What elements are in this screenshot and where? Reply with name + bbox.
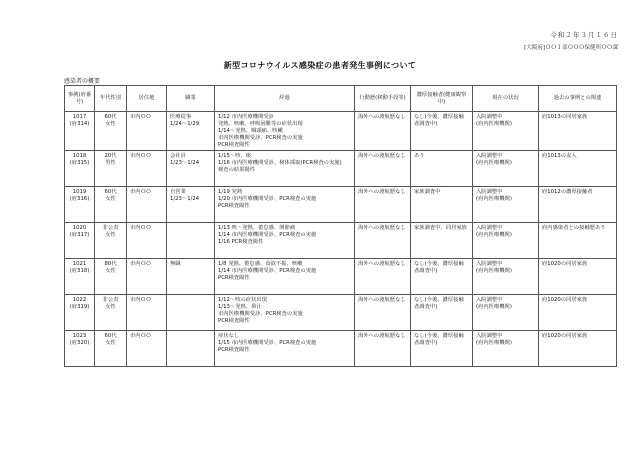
- column-header: 職業: [167, 86, 215, 112]
- course-cell: [215, 223, 355, 259]
- relation-cell: 府1020の同居家族: [539, 295, 617, 331]
- course-line: 1/14～発熱、咽頭痛、咳嗽: [218, 127, 283, 134]
- column-header: 行動歴(移動手段等): [355, 86, 411, 112]
- course-line: 1/13～発熱、鼻汁: [218, 304, 262, 311]
- residence-cell: 市内ＯＯ: [127, 259, 167, 295]
- close-contacts-cell: なし(今後、濃厚接触者調査中): [411, 295, 473, 331]
- current-status-cell: 入院調整中 (府内医療機関): [473, 331, 539, 367]
- current-status-cell: 入院調整中 (府内医療機関): [473, 187, 539, 223]
- course-line: 市内医療機関受診、PCR検査の実施: [218, 311, 303, 318]
- age-sex-cell: 非公表 女性: [95, 295, 127, 331]
- course-line: 1/12 市内医療機関受診: [218, 114, 274, 120]
- course-line: 1/19 発熱: [218, 189, 243, 196]
- course-cell: [215, 112, 355, 151]
- age-sex-cell: 非公表 女性: [95, 223, 127, 259]
- course-line: 1/12～咳の症状出現: [218, 297, 267, 304]
- column-header: 現在の状況: [473, 86, 539, 112]
- age-sex-cell: 60代 女性: [95, 331, 127, 367]
- document-title: 新型コロナウイルス感染症の患者発生事例について: [223, 61, 417, 70]
- travel-history-cell: 海外への渡航歴なし: [355, 331, 411, 367]
- occupation-cell: [167, 331, 215, 367]
- age-sex-cell: 20代 男性: [95, 151, 127, 187]
- column-header: 経過: [215, 86, 355, 112]
- course-line: 1/15 市内医療機関受診、PCR検査の実施: [218, 340, 317, 347]
- course-line: PCR検査陽性: [218, 203, 250, 210]
- age-sex-cell: 60代 女性: [95, 187, 127, 223]
- travel-history-cell: 海外への渡航歴なし: [355, 112, 411, 151]
- relation-cell: 府1020の同居家族: [539, 331, 617, 367]
- section-label: 感染者の概要: [64, 78, 101, 85]
- relation-cell: 府1012の濃厚接触者: [539, 187, 617, 223]
- occupation-cell: 会社員 1/23～1/24: [167, 151, 215, 187]
- residence-cell: 市内ＯＯ: [127, 151, 167, 187]
- residence-cell: 市内ＯＯ: [127, 187, 167, 223]
- case-number-cell: 1019 (府316): [65, 187, 95, 223]
- course-line: PCR検査陽性: [218, 347, 250, 354]
- current-status-cell: 入院調整中 (府内医療機関): [473, 259, 539, 295]
- course-cell: [215, 295, 355, 331]
- current-status-cell: 入院調整中 (府内医療機関): [473, 295, 539, 331]
- table-row: [65, 331, 617, 367]
- residence-cell: 市内ＯＯ: [127, 223, 167, 259]
- residence-cell: 市内ＯＯ: [127, 331, 167, 367]
- current-status-cell: 入院調整中 (府内医療機関): [473, 112, 539, 151]
- occupation-cell: [167, 295, 215, 331]
- course-line: 1/16 市内医療機関受診、検体採取(PCR検査の実施): [218, 160, 342, 167]
- case-rows: [65, 112, 617, 367]
- column-header: 年代性別: [95, 86, 127, 112]
- relation-cell: 府1013の友人: [539, 151, 617, 187]
- course-line: 1/14 市内医療機関受診、PCR検査の実施: [218, 268, 317, 275]
- course-line: 1/16 PCR検査陽性: [218, 239, 264, 246]
- course-line: 1/14 市内医療機関受診、PCR検査の実施: [218, 232, 317, 239]
- travel-history-cell: 海外への渡航歴なし: [355, 295, 411, 331]
- course-line: 1/15～咳、痰: [218, 153, 252, 160]
- travel-history-cell: 海外への渡航歴なし: [355, 223, 411, 259]
- travel-history-cell: 海外への渡航歴なし: [355, 187, 411, 223]
- current-status-cell: 入院調整中 (府内医療機関): [473, 151, 539, 187]
- course-line: 1/13 咳～発熱、倦怠感、関節痛: [218, 225, 296, 232]
- column-header: 居住地: [127, 86, 167, 112]
- close-contacts-cell: なし(今後、濃厚接触者調査中): [411, 259, 473, 295]
- course-cell: [215, 259, 355, 295]
- relation-cell: 府1013の同居家族: [539, 112, 617, 151]
- close-contacts-cell: なし(今後、濃厚接触者調査中): [411, 112, 473, 151]
- relation-cell: 府1020の同居家族: [539, 259, 617, 295]
- current-status-cell: 入院調整中 (府内医療機関): [473, 223, 539, 259]
- relation-cell: 府内感染者との接触歴あり: [539, 223, 617, 259]
- case-number-cell: 1018 (府315): [65, 151, 95, 187]
- column-header: 過去の事例との関連: [539, 86, 617, 112]
- occupation-cell: 無職: [167, 259, 215, 295]
- course-line: 検査の結果陽性: [218, 167, 256, 174]
- case-number-cell: 1023 (府320): [65, 331, 95, 367]
- issuing-department: [大阪府]ＯＯ１部ＯＯＯ保健所ＯＯ課: [524, 45, 618, 51]
- course-cell: [215, 331, 355, 367]
- age-sex-cell: 80代 女性: [95, 259, 127, 295]
- residence-cell: 市内ＯＯ: [127, 295, 167, 331]
- column-header: 事例(府番号): [65, 86, 95, 112]
- close-contacts-cell: あり: [411, 151, 473, 187]
- occupation-cell: 医療従事 1/24～1/29: [167, 112, 215, 151]
- column-header: 濃厚接触者(健康観察中): [411, 86, 473, 112]
- document-date: 令和２年３月１６日: [550, 31, 618, 39]
- course-line: PCR検査陽性: [218, 318, 250, 324]
- occupation-cell: [167, 223, 215, 259]
- course-cell: [215, 151, 355, 187]
- table-row: [65, 151, 617, 187]
- residence-cell: 市内ＯＯ: [127, 112, 167, 151]
- course-line: PCR検査陽性: [218, 275, 250, 282]
- case-number-cell: 1022 (府319): [65, 295, 95, 331]
- close-contacts-cell: 家族調査中: [411, 187, 473, 223]
- case-number-cell: 1021 (府318): [65, 259, 95, 295]
- course-line: 発熱、咳嗽、呼吸困難等の症状出現: [218, 120, 303, 127]
- course-cell: [215, 187, 355, 223]
- course-line: PCR検査陽性: [218, 141, 250, 148]
- case-number-cell: 1020 (府317): [65, 223, 95, 259]
- course-line: 1/20 市内医療機関受診、PCR検査の実施: [218, 196, 317, 203]
- table-row: [65, 112, 617, 151]
- table-row: [65, 187, 617, 223]
- close-contacts-cell: 家族調査中、同居家族: [411, 223, 473, 259]
- age-sex-cell: 60代 女性: [95, 112, 127, 151]
- case-number-cell: 1017 (府314): [65, 112, 95, 151]
- table-row: [65, 295, 617, 331]
- occupation-cell: 自営業 1/23～1/24: [167, 187, 215, 223]
- table-header-row: [65, 86, 617, 112]
- course-line: 症状なし: [218, 333, 240, 340]
- table-row: [65, 223, 617, 259]
- travel-history-cell: 海外への渡航歴なし: [355, 259, 411, 295]
- case-table: [64, 85, 617, 367]
- table-row: [65, 259, 617, 295]
- course-line: 市内医療機関受診、PCR検査の実施: [218, 134, 303, 141]
- close-contacts-cell: なし(今後、濃厚接触者調査中): [411, 331, 473, 367]
- travel-history-cell: 海外への渡航歴なし: [355, 151, 411, 187]
- course-line: 1/8 発熱、倦怠感、食欲不振、咳嗽: [218, 261, 303, 268]
